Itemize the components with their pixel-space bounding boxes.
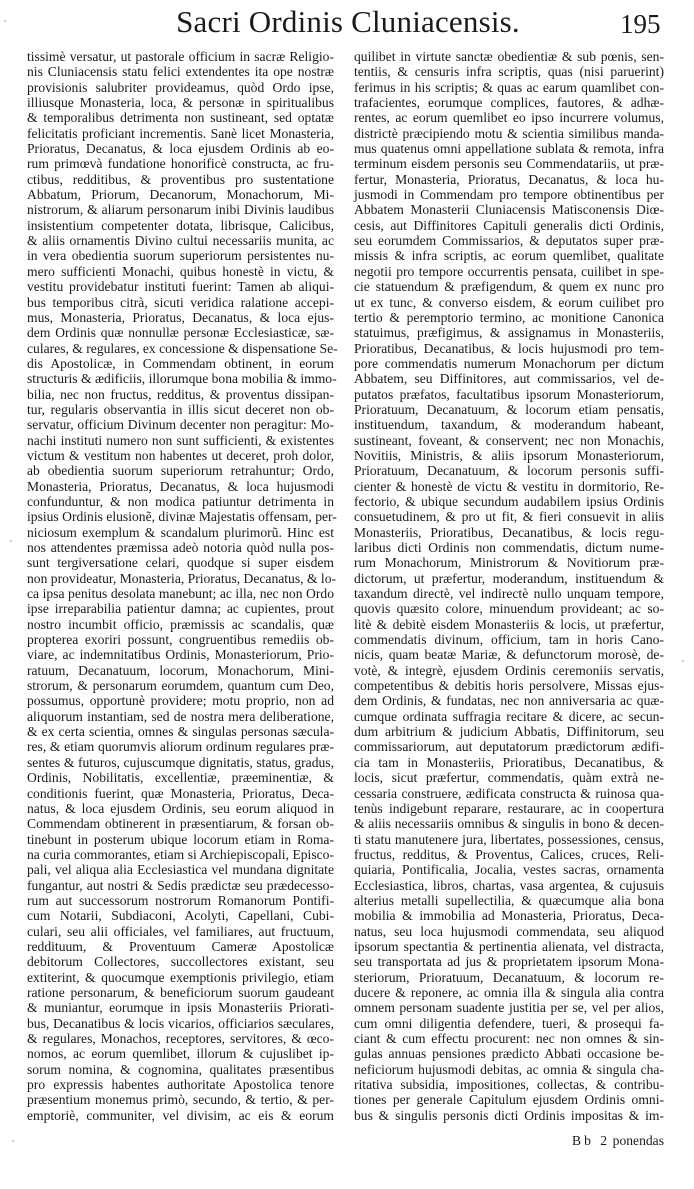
text-line: cie statuendum & præfigendum, & quem ex nunc pro (354, 279, 664, 295)
text-line: bus, Decanatibus & locis vicarios, officiarios sæculares, (27, 1015, 334, 1031)
text-line: cumque ordinata suffragia recitare & dicere, ac secun- (354, 708, 664, 724)
text-line: Abbatem Monasterii Cluniacensis Matisconensis Diœ- (354, 202, 664, 218)
text-line: quiaria, Pontificalia, Jocalia, vestes sacras, ornamenta (354, 862, 664, 878)
text-line: ciant & cum effectu procurent: nec non omnes & sin- (354, 1031, 664, 1046)
text-line: pali, vel aliqua alia Ecclesiastica vel mundana dignitate (27, 862, 334, 878)
text-line: Ecclesiastica, libros, chartas, vasa argentea, & cujusuis (354, 877, 664, 893)
text-line: ratione personarum, & beneficiorum suorum gaudeant (27, 984, 334, 1000)
text-line: negotii pro tempore occurrentis pensata, cuilibet in spe- (354, 263, 664, 279)
text-line: fungantur, aut nostri & Sedis prædictæ seu prædecesso- (27, 877, 334, 893)
text-line: extiterint, & quocumque exemptionis privilegio, etiam (27, 969, 334, 985)
text-line: cum omni diligentia defendere, tueri, & prosequi fa- (354, 1015, 664, 1031)
text-line: & ex certa scientia, omnes & singulas personas sæcula- (27, 724, 334, 740)
text-line: ratuum, Decanatuum, locorum, Monachorum, Mini- (27, 662, 334, 678)
text-line: vestitu providebatur instituti fuerint: Tamen ab aliqui- (27, 279, 334, 295)
text-line: dis Apostolicæ, in Commendam obtinent, in eorum (27, 355, 334, 371)
text-line: gulas annuas pensiones prædicto Abbati occasione be- (354, 1046, 664, 1062)
text-line: aliquorum instantiam, sed de nostra mera deliberatione, (27, 708, 334, 724)
text-line: nos attendentes præmissa adeò notoria quòd nulla pos- (27, 540, 334, 555)
text-line: neficiorum hujusmodi debitas, ac omnia & singula cha- (354, 1061, 664, 1077)
text-line: mus quatenus omni appellatione sublata & remota, infra (354, 141, 664, 157)
text-line: debitorum Collectores, succollectores existant, seu (27, 954, 334, 970)
text-line: nomos, ac eorum quemlibet, illorum & cujuslibet ip- (27, 1046, 334, 1062)
text-line: Abbatum, Priorum, Decanorum, Monachorum, Mi- (27, 187, 334, 203)
text-line: rentes, ac eorum quemlibet eo ipso incurrere volumus, (354, 110, 664, 126)
text-line: terminum eisdem personis seu Commendatariis, ut præ- (354, 156, 664, 172)
text-line: fertur, Monasteria, Prioratus, Decanatus, & loca hu- (354, 171, 664, 187)
text-line: dem Ordinis, & fundatas, nec non anniversaria ac quæ- (354, 693, 664, 709)
text-line: insistentium competenter dotata, librisque, Calicibus, (27, 217, 334, 233)
text-line: sustineant, foveant, & conservent; nec non Monachis, (354, 432, 664, 448)
text-line: taxandum directè, vel indirectè nullo unquam tempore, (354, 586, 664, 602)
text-line: servatur, officium Divinum decenter non peragitur: Mo- (27, 417, 334, 433)
text-line: votè, & integrè, ejusdem Ordinis ceremoniis servatis, (354, 662, 664, 678)
text-line: Monasteriis, Prioratibus, Decanatibus, & locis regu- (354, 524, 664, 540)
text-line: pro expressis habentes authoritate Apostolica tenore (27, 1077, 334, 1093)
text-line: sunt tergiversatione celari, quodque si super eisdem (27, 555, 334, 571)
text-line: laribus dicti Ordinis non commendatis, dictum nume- (354, 540, 664, 555)
text-line: ferimus in his scriptis; & quas ac earum quamlibet con- (354, 79, 664, 95)
paper-speck (4, 20, 6, 22)
text-line: sentes & futuros, cujuscumque dignitatis, status, gradus, (27, 754, 334, 770)
text-line: nis Cluniacensis statu felici extendentes ita ope nostræ (27, 64, 334, 80)
text-line: ut ex tunc, & converso eisdem, & eorum cuilibet pro (354, 294, 664, 310)
text-line: Abbatem, seu Diffinitores, aut commissarios, vel de- (354, 371, 664, 387)
text-line: na curia commorantes, etiam si Archiepiscopali, Episco- (27, 846, 334, 862)
text-line: locis, sicut præfertur, commendatis, quàm extrà ne- (354, 770, 664, 786)
text-line: tiones per generale Capitulum ejusdem Ordinis omni- (354, 1092, 664, 1108)
text-line: cum Notarii, Subdiaconi, Acolyti, Capellani, Cubi- (27, 908, 334, 924)
text-line: cienter & honestè de victu & vestitu in dormitorio, Re- (354, 478, 664, 494)
text-line: nistrorum, & aliarum personarum inibi Divinis laudibus (27, 202, 334, 218)
text-line: ipse irreparabilia patientur damna; ac cupientes, prout (27, 601, 334, 617)
text-line: & regulares, Monachos, receptores, servitores, & œco- (27, 1031, 334, 1046)
text-line: tur, regularis observantia in illis sicut deceret non ob- (27, 401, 334, 417)
running-title: Sacri Ordinis Cluniacensis. (176, 4, 520, 39)
text-line: litè & debitè eisdem Monasteriis & locis, ut præfertur, (354, 616, 664, 632)
text-line: nostro incumbit officio, præmissis ac scandalis, quæ (27, 616, 334, 632)
text-line: steriorum, Prioratuum, Decanatuum, & locorum re- (354, 969, 664, 985)
text-line: seu transportata ad jus & proprietatem ipsorum Mona- (354, 954, 664, 970)
text-line: competentibus & debitis horis persolvere, Missas ejus- (354, 678, 664, 694)
text-line: felicitatis proficiant incrementis. Sanè licet Monasteria, (27, 125, 334, 141)
text-line: ca ipsa penitus desolata manebunt; ac illa, nec non Ordo (27, 586, 334, 602)
text-line: dem Ordinis quæ nonnullæ personæ Ecclesiasticæ, sæ- (27, 325, 334, 341)
text-line: conditionis fuerint, quæ Monasteria, Prioratus, Deca- (27, 785, 334, 801)
text-line: districtè præcipiendo motu & scientia similibus manda- (354, 125, 664, 141)
text-line: Commendam obtinerent in præsentiarum, & forsan ob- (27, 816, 334, 832)
text-line: rum primœvà fundatione honorificè constructa, ac fru- (27, 156, 334, 172)
text-line: illiusque Monasteria, loca, & personæ in spiritualibus (27, 95, 334, 111)
text-line: culari, seu alii officiales, vel familiares, aut fructuum, (27, 923, 334, 939)
text-line: ipsius Ordinis elusionẽ, divinæ Majestatis offensam, per- (27, 509, 337, 525)
text-line: strorum, & personarum eorumdem, quantum cum Deo, (27, 678, 334, 694)
text-line: reddituum, & Proventuum Cameræ Apostolicæ (27, 938, 334, 954)
text-line: mobilia & immobilia ad Monasteria, Prioratus, Deca- (354, 908, 664, 924)
text-line: possumus, opportunè providere; motu proprio, non ad (27, 693, 334, 709)
text-line: nicis, quam beatæ Mariæ, & defunctorum morosè, de- (354, 647, 664, 663)
text-line: dum arbitrium & judicium Abbatis, Diffinitorum, seu (354, 724, 664, 740)
text-line: Monasteria, Prioratus, Decanatus, & loca hujusmodi (27, 478, 334, 494)
text-line: bus temporibus citrà, sicuti veridica ralatione accepi- (27, 294, 334, 310)
text-line: cessaria construere, ædificata constructa & ruinosa qua- (354, 785, 664, 801)
text-line: & temporalibus detrimenta non sustineant, sed optatæ (27, 110, 334, 126)
text-line: alterius metalli supellectilia, & quæcumque alia bona (354, 892, 664, 908)
text-line: putatos præfatos, facultatibus ipsorum Monasteriorum, (354, 386, 664, 402)
text-line: mus, Monasteria, Prioratus, Decanatus, & loca ejus- (27, 309, 334, 325)
text-line: viare, ac indemnitatibus Ordinis, Monasteriorum, Prio- (27, 647, 334, 663)
text-line: Prioratus, Decanatus, & loca ejusdem Ordinis ab eo- (27, 141, 334, 157)
text-line: instituendum, taxandum, & moderandum habeant, (354, 417, 664, 433)
text-line: structuris & ædificiis, illorumque bona mobilia & immo- (27, 371, 337, 387)
text-line: confunduntur, & non modica patiuntur detrimenta in (27, 493, 334, 509)
catchword: ponendas (612, 1133, 664, 1148)
text-line: bus & singulis personis dicti Ordinis impositas & im- (354, 1107, 664, 1123)
text-line: non provideatur, Monasteria, Prioratus, Decanatus, & lo- (27, 570, 337, 586)
text-line: ab obedientia suorum superiorum retrahuntur; Ordo, (27, 463, 334, 479)
text-line: commendatis divinum, officium, tam in horis Cano- (354, 632, 664, 648)
text-line: tentiis, & censuris infra scriptis, quas (nisi paruerint) (354, 64, 664, 80)
text-line: præsentium monemus primò, secundo, & tertio, & per- (27, 1092, 334, 1108)
text-line: fectorio, & ubique secundum audabilem ipsius Ordinis (354, 493, 664, 509)
text-line: fructus, redditus, & Proventus, Calices, cruces, Reli- (354, 846, 664, 862)
text-line: niciosum exemplum & scandalum plurimorũ. Hinc est (27, 524, 334, 540)
text-line: dictorum, ut præfertur, moderandum, instituendum & (354, 570, 664, 586)
text-line: tertio & peremptorio termino, ac monitione Canonica (354, 309, 664, 325)
text-line: rum aut successorum nostrorum Romanorum Pontifi- (27, 892, 334, 908)
text-line: Prioratibus, Decanatibus, & locis hujusmodi pro tem- (354, 340, 664, 356)
paper-speck (12, 1140, 14, 1142)
text-line: Novitiis, Ministris, & aliis ipsorum Monasteriorum, (354, 447, 664, 463)
text-line: mero sufficienti Monachi, quibus honestè in victu, & (27, 263, 334, 279)
text-line: consuetudinem, & pro ut fit, & fieri consuevit in aliis (354, 509, 664, 525)
text-line: commissariorum, aut deputatorum prædictorum ædifi- (354, 739, 664, 755)
text-line: seu eorumdem Commissarios, & deputatos super præ- (354, 233, 664, 249)
text-line: nachi instituti numero non sunt sufficienti, & existentes (27, 432, 334, 448)
text-line: res, & etiam quorumvis aliorum ordinum regulares præ- (27, 739, 334, 755)
text-line: natus, seu loca hujusmodi commendata, seu aliquod (354, 923, 664, 939)
text-line: jusmodi in Commendam pro tempore obtinentibus per (354, 187, 664, 203)
text-line: provisionis salubriter provideamus, quòd Ordo ipse, (27, 79, 334, 95)
text-line: in vera obedientia suorum superiorum persistentes nu- (27, 248, 334, 264)
text-line: ctibus, redditibus, & proventibus pro sustentatione (27, 171, 334, 187)
text-line: natus, & loca ejusdem Ordinis, seu eorum aliquod in (27, 800, 334, 816)
text-line: missis & infra scriptis, ac eorum quemlibet, qualitate (354, 248, 664, 264)
text-line: victum & vestitum non habentes ut deceret, proh dolor, (27, 447, 334, 463)
signature-mark: Bb 2 (572, 1133, 611, 1148)
text-line: trafacientes, eorumque complices, fautores, & adhæ- (354, 95, 664, 111)
text-line: emptoriè, communiter, vel divisim, ac eis & eorum (27, 1107, 334, 1123)
text-line: omnem personam suadente justitia per se, vel per alios, (354, 1000, 664, 1016)
text-line: cesis, aut Diffinitores Capituli generalis dicti Ordinis, (354, 217, 664, 233)
text-line: ipsorum spectantia & pertinentia alienata, vel distracta, (354, 938, 664, 954)
text-line: Prioratuum, Decanatuum, & locorum personis suffi- (354, 463, 664, 479)
text-line: & muniantur, eorumque in ipsis Monasteriis Priorati- (27, 1000, 334, 1016)
text-line: tenùs indigebunt reparare, restaurare, ac in coopertura (354, 800, 664, 816)
right-column (354, 49, 664, 1123)
left-column (27, 49, 338, 1123)
text-line: & aliis necessariis omnibus & singulis in bono & decen- (354, 816, 664, 832)
text-line: ti statu manutenere jura, libertates, possessiones, census, (354, 831, 664, 847)
text-line: ritativa subsidia, impositiones, collectas, & contribu- (354, 1077, 664, 1093)
text-line: quovis quæsito colore, minuendum provideant; ac so- (354, 601, 664, 617)
paper-speck (10, 540, 12, 542)
text-line: bilia, nec non fructus, redditus, & proventus dissipan- (27, 386, 334, 402)
text-line: propterea exoriri possunt, congruentibus remediis ob- (27, 632, 334, 648)
text-line: Ordinis, Nobilitatis, excellentiæ, præeminentiæ, & (27, 770, 334, 786)
text-line: ducere & reponere, ac omnia illa & singula alia contra (354, 984, 664, 1000)
page-number: 195 (620, 9, 661, 39)
text-line: pore commendatis numerum Monachorum per dictum (354, 355, 664, 371)
text-line: Prioratuum, Decanatuum, & locorum etiam pensatis, (354, 401, 664, 417)
text-line: tissimè versatur, ut pastorale officium in sacræ Religio- (27, 49, 334, 64)
text-line: rum Monachorum, Ministrorum & Novitiorum præ- (354, 555, 664, 571)
text-line: sorum nomina, & cognomina, qualitates præsentibus (27, 1061, 334, 1077)
text-line: & aliis ornamentis Divino cultui necessariis munita, ac (27, 233, 334, 249)
text-line: quilibet in virtute sanctæ obedientiæ & sub pœnis, sen- (354, 49, 664, 64)
text-line: statuimus, præfigimus, & assignamus in Monasteriis, (354, 325, 664, 341)
paper-speck (682, 660, 684, 662)
text-line: tinebunt in posterum ubique locorum etiam in Roma- (27, 831, 334, 847)
text-line: cia tam in Monasteriis, Prioratibus, Decanatibus, & (354, 754, 664, 770)
text-line: culares, & regulares, ex concessione & dispensatione Se- (27, 340, 338, 356)
